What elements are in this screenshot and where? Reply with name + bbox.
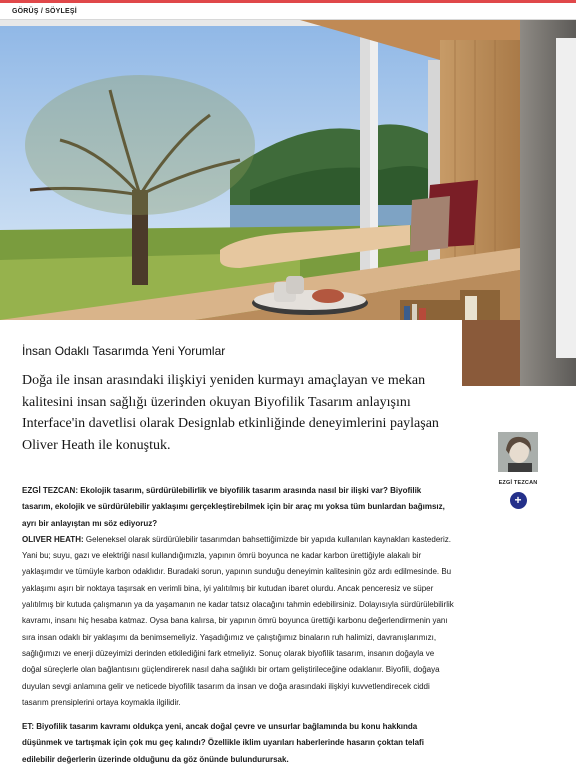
author-block [490,432,546,509]
question-1 [22,483,454,532]
section-label: GÖRÜŞ / SÖYLEŞİ [12,8,77,15]
follow-author-button[interactable]: + [510,492,527,509]
question-2: ET: Biyofilik tasarım kavramı oldukça yeni, ancak doğal çevre ve unsurlar bağlamında bu konu hakkında düşünmek ve tartışmak için çok mu geç kalındı? Özellikle iklim uyarıları haberlerinde hasarın çoktan telafi edilebilir değerlerin üzerinde olduğunu da göz önünde bulundurursak. [22,722,424,764]
paragraph-spacer [22,711,454,719]
question-1-speaker: EZGİ TEZCAN: [22,486,78,495]
author-name: EZGİ TEZCAN [498,480,538,486]
article-title: İnsan Odaklı Tasarımda Yeni Yorumlar [22,344,226,358]
author-portrait-icon [498,432,538,472]
question-1-text: Ekolojik tasarım, sürdürülebilirlik ve biyofilik tasarım arasında nasıl bir ilişki var? Biyofilik tasarım, ekolojik ve sürdürülebilir yaklaşımı gerçekleştirebilmek için bir araç mı yoksa tüm bunlardan bağımsız, ayrı bir anlayıştan mı söz ediyoruz? [22,486,445,528]
answer-1-text: Geleneksel olarak sürdürülebilir tasarımdan bahsettiğimizde bir yapıda kullanılan kaynakları kastederiz. Yani bu; suyu, gazı ve elektriği nasıl kullandığımızla, yapının ömrü boyunca ne kadar karbon ürettiğiyle alakalı bir yaklaşımdır ve tümüyle karbon odaklıdır. Buradaki sorun, yapının sunduğu deneyimin kalitesinin göz ardı edilmesinde. Bu yaklaşımı aşırı bir noktaya taşırsak en verimli bina, iyi yalıtılmış bir kutudan ibaret olurdu. Ancak penceresiz ve süper yalıtılmış bir kutuda çalışmanın ya da yaşamanın ne kadar tatsız olacağını tahmin edebilirsiniz. Dolayısıyla sürdürülebilirlik kavramı, insanı hiç hesaba katmaz. Oysa bana kalırsa, bir yapının ömrü boyunca ürettiği karbonu değerlendirmenin yanı sıra insan odaklı bir yaklaşımı da benimsemeliyiz. Yaşadığımız ve çalıştığımız binaların ruh halimizi, davranışlarımızı, sağlığımızı ve enerji düzeyimizi derinden etkilediğini fark etmeliyiz. Sonuç olarak biyofilik tasarım, insanın doğayla ve doğal süreçlerle olan bağlantısını güçlendirerek nasıl daha sağlıklı bir ortam geliştirileceğine odaklanır. Biyofili, doğaya duyulan sevgi anlamına gelir ve neticede biyofilik tasarım da insan ve doğa arasındaki ilişkiyi kuvvetlendirecek ciddi tasarım prensiplerini ortaya koymakla ilgilidir. [22,534,454,707]
article-body [22,483,454,768]
top-accent-bar [0,0,576,3]
article-intro: Doğa ile insan arasındaki ilişkiyi yeniden kurmayı amaçlayan ve mekan kalitesini insan sağlığı üzerinden okuyan Biyofilik Tasarım anlayışını Interface'in davetlisi olarak Designlab etkinliğinde deneyimlerini paylaşan Oliver Heath ile konuştuk. [22,373,439,453]
answer-1 [22,532,454,711]
author-avatar[interactable] [498,432,538,472]
answer-1-speaker: OLIVER HEATH: [22,534,84,544]
